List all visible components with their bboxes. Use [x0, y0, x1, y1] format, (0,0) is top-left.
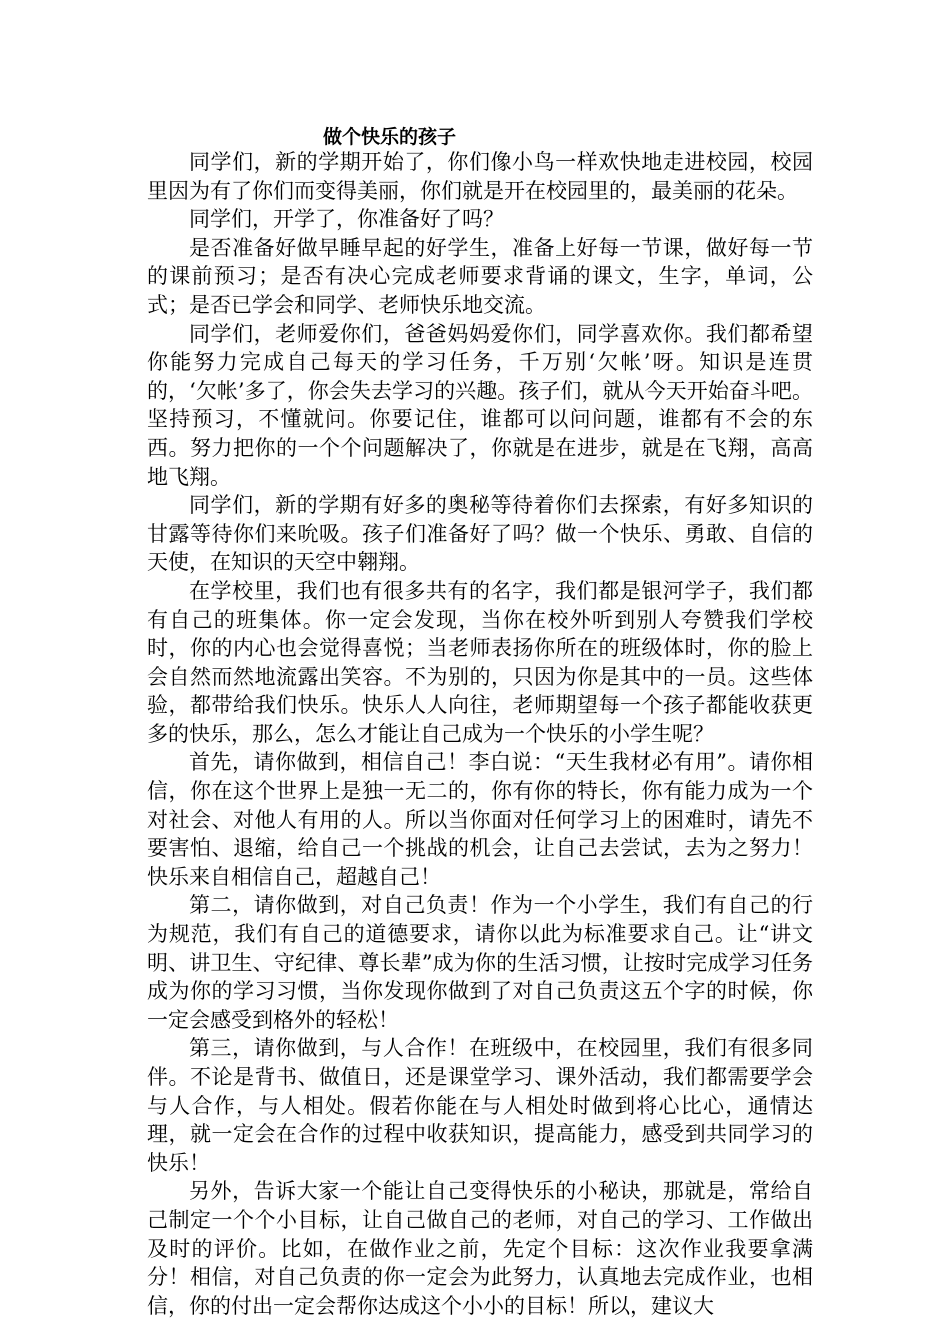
paragraph-4: 同学们，老师爱你们，爸爸妈妈爱你们，同学喜欢你。我们都希望你能努力完成自己每天的学习任务，千万别‘欠帐’呀。知识是连贯的，‘欠帐’多了，你会失去学习的兴趣。孩子们，就从今天开始奋斗吧。坚持预习，不懂就问。你要记住，谁都可以问问题，谁都有不会的东西。努力把你的一个个问题解决了，你就是在进步，就是在飞翔，高高地飞翔。: [147, 321, 813, 489]
paragraph-3: 是否准备好做早睡早起的好学生，准备上好每一节课，做好每一节的课前预习；是否有决心完成老师要求背诵的课文，生字，单词，公式；是否已学会和同学、老师快乐地交流。: [147, 235, 813, 317]
paragraph-1: 同学们，新的学期开始了，你们像小鸟一样欢快地走进校园，校园里因为有了你们而变得美丽，你们就是开在校园里的，最美丽的花朵。: [147, 150, 813, 203]
paragraph-2: 同学们，开学了，你准备好了吗？: [189, 207, 504, 232]
paragraph-6: 在学校里，我们也有很多共有的名字，我们都是银河学子，我们都有自己的班集体。你一定会发现，当你在校外听到别人夸赞我们学校时，你的内心也会觉得喜悦；当老师表扬你所在的班级体时，你的脸上会自然而然地流露出笑容。不为别的，只因为你是其中的一员。这些体验，都带给我们快乐。快乐人人向往，老师期望每一个孩子都能收获更多的快乐，那么，怎么才能让自己成为一个快乐的小学生呢？: [147, 578, 813, 746]
paragraph-7: 首先，请你做到，相信自己！李白说：“天生我材必有用”。请你相信，你在这个世界上是独一无二的，你有你的特长，你有能力成为一个对社会、对他人有用的人。所以当你面对任何学习上的困难时，请先不要害怕、退缩，给自己一个挑战的机会，让自己去尝试，去为之努力！快乐来自相信自己，超越自己！: [147, 750, 813, 889]
paragraph-5: 同学们，新的学期有好多的奥秘等待着你们去探索，有好多知识的甘露等待你们来吮吸。孩子们准备好了吗？做一个快乐、勇敢、自信的天使，在知识的天空中翱翔。: [147, 493, 813, 575]
paragraph-9: 第三，请你做到，与人合作！在班级中，在校园里，我们有很多同伴。不论是背书、做值日，还是课堂学习、课外活动，我们都需要学会与人合作，与人相处。假若你能在与人相处时做到将心比心，通情达理，就一定会在合作的过程中收获知识，提高能力，感受到共同学习的快乐！: [147, 1036, 813, 1175]
paragraph-8: 第二，请你做到，对自己负责！作为一个小学生，我们有自己的行为规范，我们有自己的道德要求，请你以此为标准要求自己。让“讲文明、讲卫生、守纪律、尊长辈”成为你的生活习惯，让按时完成学习任务成为你的学习习惯，当你发现你做到了对自己负责这五个字的时候，你一定会感受到格外的轻松！: [147, 893, 813, 1032]
paragraph-10: 另外，告诉大家一个能让自己变得快乐的小秘诀，那就是，常给自己制定一个个小目标，让自己做自己的老师，对自己的学习、工作做出及时的评价。比如，在做作业之前，先定个目标：这次作业我要拿满分！相信，对自己负责的你一定会为此努力，认真地去完成作业，也相信，你的付出一定会帮你达成这个小小的目标！所以，建议大: [147, 1179, 813, 1318]
document-title: 做个快乐的孩子: [323, 126, 457, 148]
document-body: [147, 148, 813, 1320]
